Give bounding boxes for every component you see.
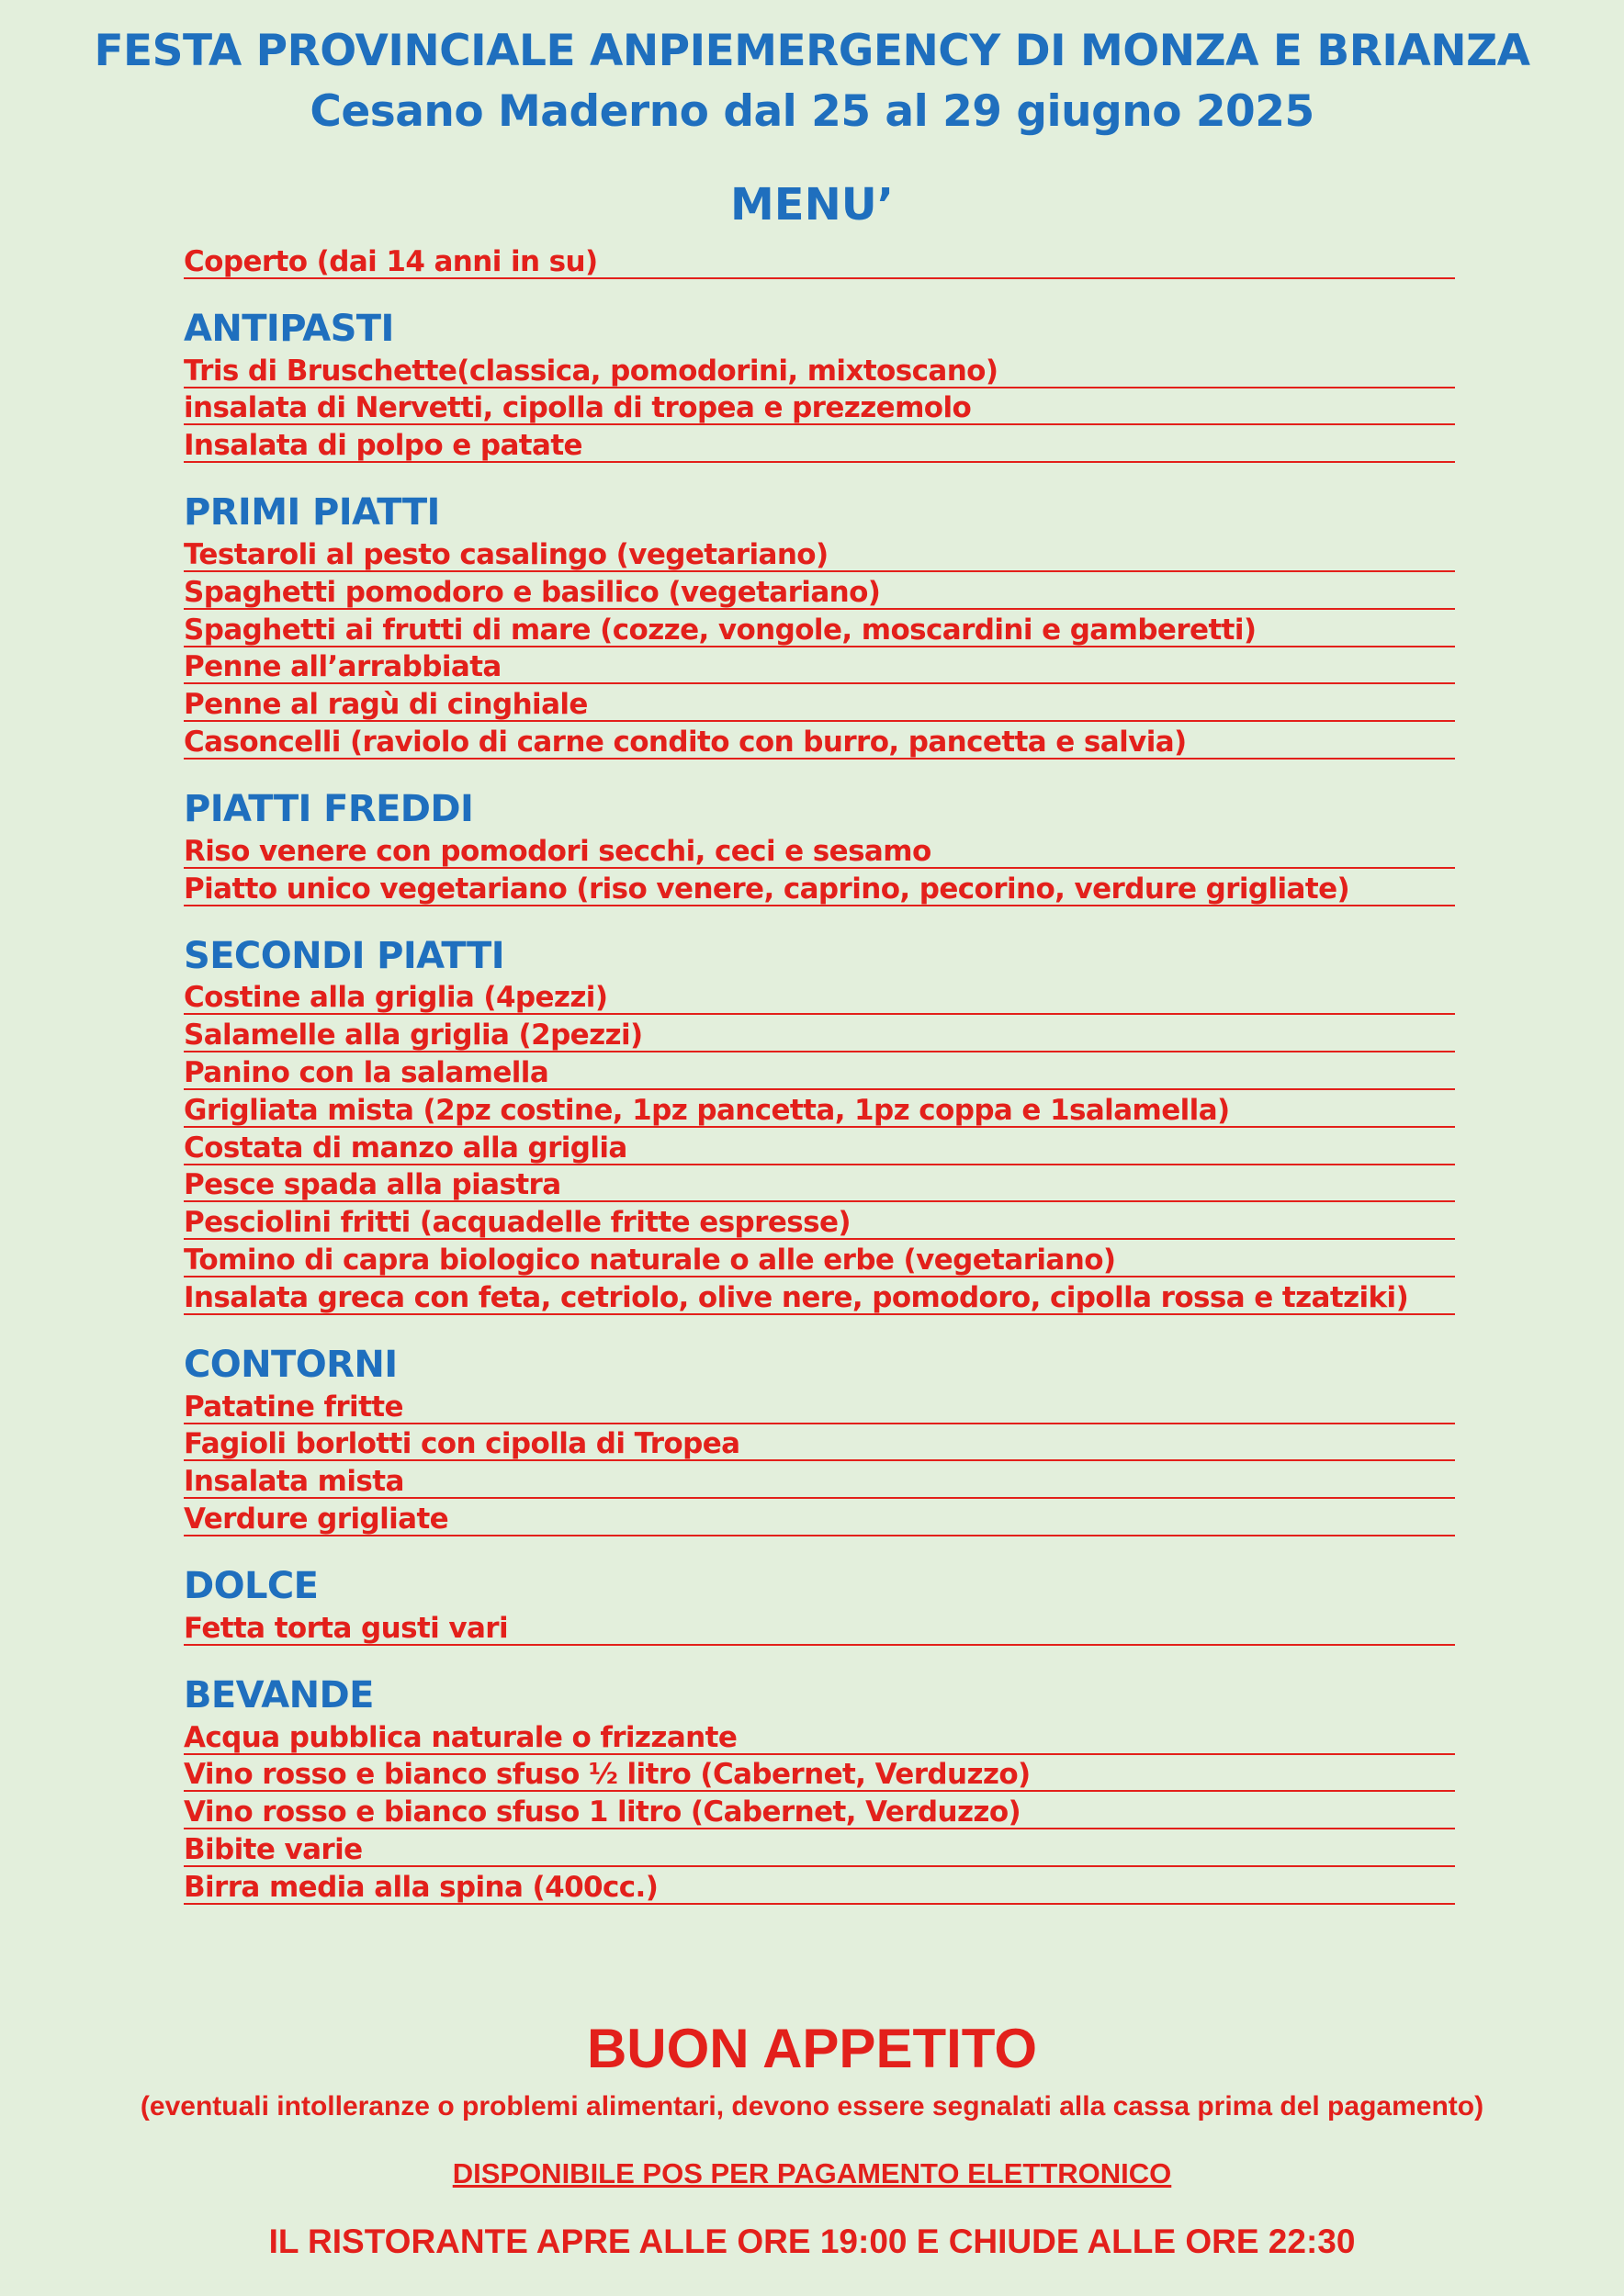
menu-item	[184, 684, 1455, 722]
menu-item-label: Acqua pubblica naturale o frizzante	[184, 1720, 738, 1754]
menu-item	[184, 1792, 1455, 1829]
menu-item	[184, 1387, 1455, 1424]
menu-item	[184, 1015, 1455, 1052]
menu-item-label: Vino rosso e bianco sfuso 1 litro (Cabernet, Verduzzo)	[184, 1795, 1021, 1829]
menu-item-label: Costine alla griglia (4pezzi)	[184, 981, 608, 1015]
menu-item-label: Piatto unico vegetariano (riso venere, caprino, pecorino, verdure grigliate)	[184, 872, 1350, 906]
menu-section	[184, 490, 1455, 760]
menu-section	[184, 934, 1455, 1315]
menu-item	[184, 1240, 1455, 1277]
allergy-note: (eventuali intolleranze o problemi alimentari, devono essere segnalati alla cassa prima del pagamento)	[140, 2091, 1484, 2122]
menu-item-label: Patatine fritte	[184, 1390, 403, 1424]
opening-hours: IL RISTORANTE APRE ALLE ORE 19:00 E CHIUDE ALLE ORE 22:30	[268, 2223, 1356, 2260]
menu-item-label: Tomino di capra biologico naturale o alle erbe (vegetariano)	[184, 1243, 1116, 1277]
section-title: ANTIPASTI	[184, 307, 394, 350]
menu-item	[184, 610, 1455, 647]
menu-item	[184, 722, 1455, 760]
menu-item	[184, 869, 1455, 906]
menu-item-label: Panino con la salamella	[184, 1055, 549, 1089]
menu-item-coperto	[184, 242, 1455, 279]
menu-item	[184, 1165, 1455, 1203]
menu-item	[184, 978, 1455, 1016]
menu-item	[184, 572, 1455, 610]
section-title: DOLCE	[184, 1564, 319, 1607]
menu-item	[184, 1867, 1455, 1905]
menu-item-label: Grigliata mista (2pz costine, 1pz pancetta, 1pz coppa e 1salamella)	[184, 1093, 1230, 1127]
section-title: PRIMI PIATTI	[184, 491, 440, 535]
buon-appetito-title: BUON APPETITO	[586, 2018, 1038, 2079]
menu-item	[184, 1052, 1455, 1090]
section-title: BEVANDE	[184, 1673, 374, 1716]
menu-item-label: Birra media alla spina (400cc.)	[184, 1870, 659, 1904]
menu-item-label: Salamelle alla griglia (2pezzi)	[184, 1019, 643, 1052]
menu-item	[184, 1424, 1455, 1462]
menu-item	[184, 535, 1455, 572]
menu-item	[184, 647, 1455, 685]
event-subtitle: Cesano Maderno dal 25 al 29 giugno 2025	[310, 86, 1314, 137]
menu-item-label: insalata di Nervetti, cipolla di tropea e prezzemolo	[184, 391, 972, 425]
menu-item-label: Tris di Bruschette(classica, pomodorini, mixtoscano)	[184, 354, 998, 388]
menu-item	[184, 1277, 1455, 1315]
menu-item	[184, 1499, 1455, 1536]
section-title: CONTORNI	[184, 1343, 398, 1386]
menu-item-label: Fagioli borlotti con cipolla di Tropea	[184, 1427, 740, 1461]
menu-item	[184, 351, 1455, 388]
menu-section	[184, 307, 1455, 463]
menu-content	[184, 242, 1455, 1905]
menu-item-label: Spaghetti ai frutti di mare (cozze, vongole, moscardini e gamberetti)	[184, 613, 1257, 647]
menu-section	[184, 1673, 1455, 1905]
menu-item	[184, 831, 1455, 869]
menu-item-label: Pesciolini fritti (acquadelle fritte espresse)	[184, 1206, 851, 1240]
menu-item-label: Verdure grigliate	[184, 1502, 449, 1536]
menu-item	[184, 1755, 1455, 1793]
menu-item-label: Insalata mista	[184, 1465, 404, 1499]
menu-item-label: Coperto (dai 14 anni in su)	[184, 244, 598, 278]
menu-heading: MENU’	[730, 179, 894, 231]
menu-item-label: Testaroli al pesto casalingo (vegetariano)	[184, 537, 829, 571]
menu-item	[184, 388, 1455, 426]
menu-item-label: Insalata greca con feta, cetriolo, olive nere, pomodoro, cipolla rossa e tzatziki)	[184, 1280, 1409, 1314]
menu-item-label: Insalata di polpo e patate	[184, 429, 582, 463]
menu-item	[184, 1717, 1455, 1755]
menu-item-label: Vino rosso e bianco sfuso ½ litro (Cabernet, Verduzzo)	[184, 1758, 1031, 1792]
menu-item	[184, 425, 1455, 463]
menu-item	[184, 1608, 1455, 1646]
menu-item	[184, 1829, 1455, 1867]
menu-section	[184, 787, 1455, 906]
menu-section	[184, 1564, 1455, 1646]
menu-item-label: Pesce spada alla piastra	[184, 1168, 561, 1202]
menu-item-label: Costata di manzo alla griglia	[184, 1131, 627, 1165]
menu-item	[184, 1128, 1455, 1165]
menu-item-label: Riso venere con pomodori secchi, ceci e sesamo	[184, 834, 931, 868]
section-title: PIATTI FREDDI	[184, 787, 474, 830]
menu-item	[184, 1202, 1455, 1240]
menu-item-label: Bibite varie	[184, 1832, 363, 1866]
menu-item-label: Casoncelli (raviolo di carne condito con burro, pancetta e salvia)	[184, 725, 1187, 759]
menu-item-label: Penne all’arrabbiata	[184, 650, 502, 684]
section-title: SECONDI PIATTI	[184, 934, 505, 977]
menu-item-label: Spaghetti pomodoro e basilico (vegetariano)	[184, 575, 881, 609]
menu-item-label: Penne al ragù di cinghiale	[184, 688, 588, 722]
menu-item	[184, 1461, 1455, 1499]
menu-item-label: Fetta torta gusti vari	[184, 1611, 509, 1645]
pos-notice: DISPONIBILE POS PER PAGAMENTO ELETTRONICO	[452, 2157, 1172, 2189]
menu-section	[184, 1343, 1455, 1536]
event-title: FESTA PROVINCIALE ANPIEMERGENCY DI MONZA E BRIANZA	[94, 26, 1530, 76]
menu-item	[184, 1090, 1455, 1128]
